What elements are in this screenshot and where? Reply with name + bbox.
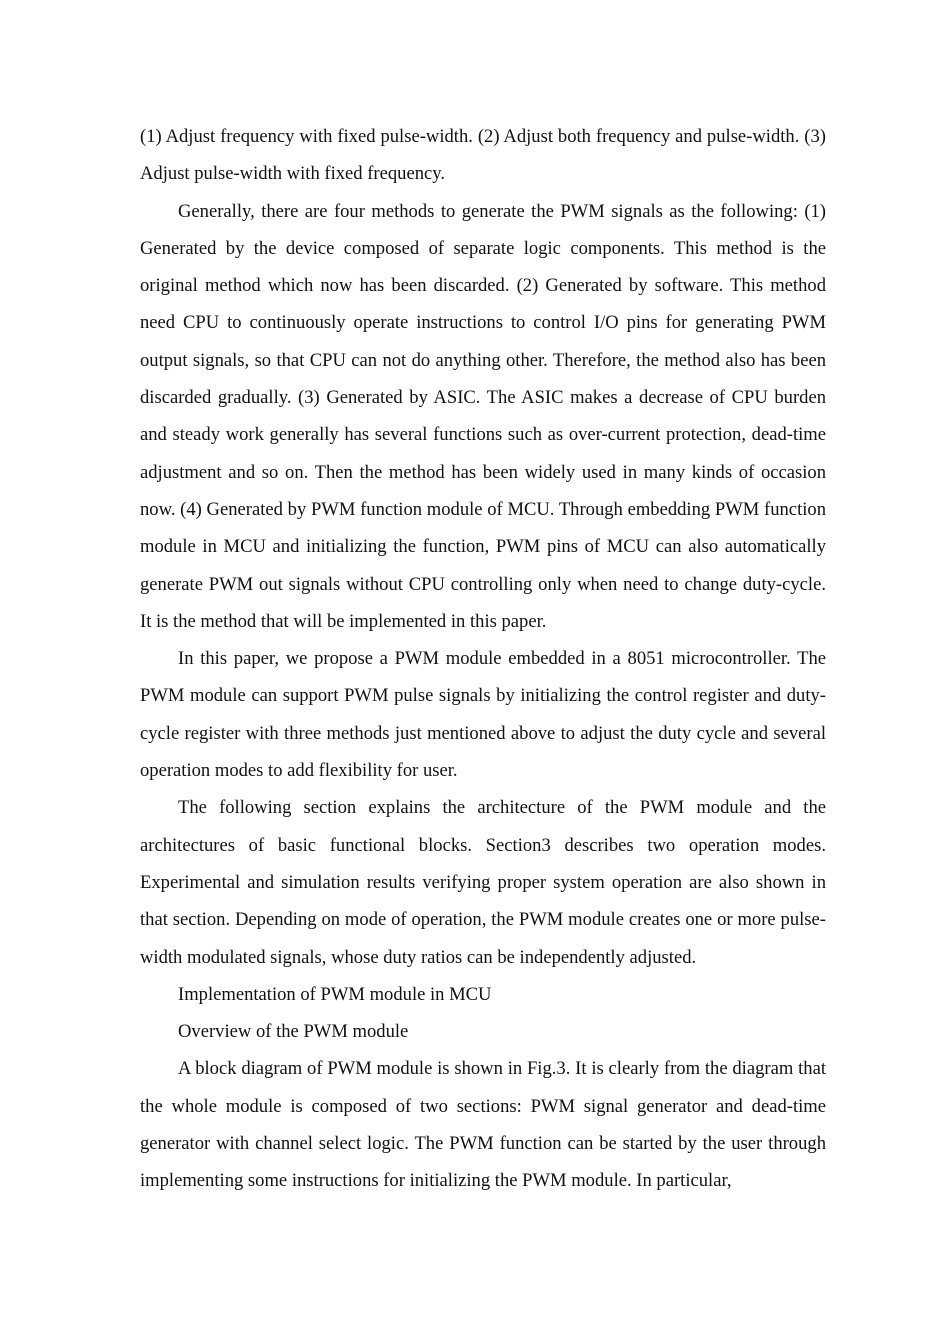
paragraph-adjust-methods: (1) Adjust frequency with fixed pulse-width. (2) Adjust both frequency and pulse-width. (3) Adjust pulse-width with fixed frequency. [140,126,826,185]
paragraph-generation-methods: Generally, there are four methods to generate the PWM signals as the following: (1) Generated by the device composed of separate logic components. This method is the original method which now has been discarded. (2) Generated by software. This method need CPU to continuously operate instructions to control I/O pins for generating PWM output signals, so that CPU can not do anything other. Therefore, the method also has been discarded gradually. (3) Generated by ASIC. The ASIC makes a decrease of CPU burden and steady work generally has several functions such as over-current protection, dead-time adjustment and so on. Then the method has been widely used in many kinds of occasion now. (4) Generated by PWM function module of MCU. Through embedding PWM function module in MCU and initializing the function, PWM pins of MCU can also automatically generate PWM out signals without CPU controlling only when need to change duty-cycle. It is the method that will be implemented in this paper. [140,200,826,632]
paragraph-section-overview: The following section explains the architecture of the PWM module and the architectures of basic functional blocks. Section3 describes two operation modes. Experimental and simulation results verifying proper system operation are also shown in that section. Depending on mode of operation, the PWM module creates one or more pulse-width modulated signals, whose duty ratios can be independently adjusted. [140,797,826,968]
paragraph-proposal: In this paper, we propose a PWM module embedded in a 8051 microcontroller. The PWM module can support PWM pulse signals by initializing the control register and duty-cycle register with three methods just mentioned above to adjust the duty cycle and several operation modes to add flexibility for user. [140,648,826,782]
heading-implementation: Implementation of PWM module in MCU [178,983,492,1005]
document-page [140,118,826,1200]
heading-overview: Overview of the PWM module [178,1021,409,1043]
paragraph-block-diagram: A block diagram of PWM module is shown in Fig.3. It is clearly from the diagram that the whole module is composed of two sections: PWM signal generator and dead-time generator with channel select logic. The PWM function can be started by the user through implementing some instructions for initializing the PWM module. In particular, [140,1058,826,1192]
